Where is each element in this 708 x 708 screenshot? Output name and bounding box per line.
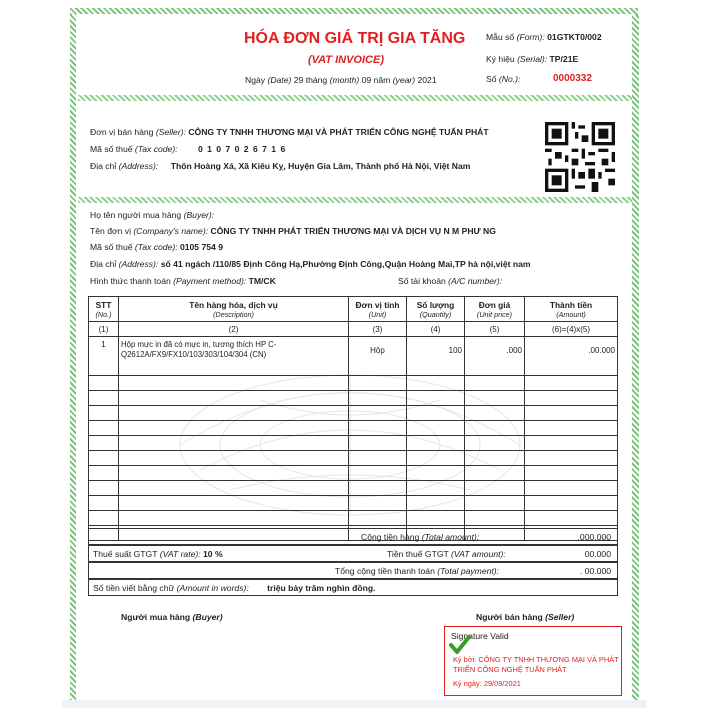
column-number: (4) <box>407 322 465 337</box>
item-description: Hộp mực in đã có mực in, tương thích HP C-Q2612A/FX9/FX10/103/303/104/304 (CN) <box>119 337 349 376</box>
empty-row <box>89 466 618 481</box>
item-no: 1 <box>89 337 119 376</box>
table-row <box>89 337 618 376</box>
subtotal-value: .000.000 <box>577 532 611 542</box>
payment-method: Hình thức thanh toán (Payment method): TM/CK <box>90 276 276 286</box>
subtotal-row <box>88 528 618 545</box>
invoice-title: HÓA ĐƠN GIÁ TRỊ GIA TĂNG <box>244 30 466 47</box>
amount-in-words: Số tiền viết bằng chữ (Amount in words): triệu bảy trăm nghìn đồng. <box>93 583 376 593</box>
empty-row <box>89 436 618 451</box>
total-label: Tổng cộng tiền thanh toán (Total payment): <box>335 566 500 576</box>
col-header-quantity: Số lượng (Quantity) <box>407 297 465 322</box>
check-mark-icon <box>449 635 471 655</box>
invoice-date: Ngày (Date) 29 tháng (month) 09 năm (year) 2021 <box>245 75 437 85</box>
seller-signature-label: Người bán hàng (Seller) <box>476 612 575 622</box>
subtotal-label: Cộng tiền hàng (Total amount): <box>361 532 480 542</box>
buyer-name: Họ tên người mua hàng (Buyer): <box>90 210 215 220</box>
item-unit: Hộp <box>349 337 407 376</box>
invoice-number: Số (No.): <box>486 74 521 84</box>
divider <box>78 95 632 101</box>
col-header-amount: Thành tiền (Amount) <box>525 297 618 322</box>
buyer-address: Địa chỉ (Address): số 41 ngách /110/85 Định Công Hạ,Phường Định Công,Quận Hoàng Mai,TP hà nội,việt nam <box>90 259 531 269</box>
empty-row <box>89 481 618 496</box>
item-amount: .00.000 <box>525 337 618 376</box>
table-header-row <box>89 297 618 322</box>
digital-signature-box <box>444 626 622 696</box>
column-number: (2) <box>119 322 349 337</box>
qr-code-icon <box>545 122 615 192</box>
buyer-company: Tên đơn vị (Company's name): CÔNG TY TNHH PHÁT TRIỂN THƯƠNG MẠI VÀ DỊCH VỤ N M PHƯ NG <box>90 226 496 236</box>
invoice-subtitle: (VAT INVOICE) <box>308 54 384 66</box>
total-row <box>88 562 618 579</box>
col-header-unit-price: Đơn giá (Unit price) <box>465 297 525 322</box>
divider <box>78 197 632 203</box>
total-value: . 00.000 <box>579 566 611 576</box>
account-number: Số tài khoản (A/C number): <box>398 276 503 286</box>
form-number: Mẫu số (Form): 01GTKT0/002 <box>486 32 602 42</box>
item-unit-price: .000 <box>465 337 525 376</box>
col-header-no: STT (No.) <box>89 297 119 322</box>
col-header-unit: Đơn vị tính (Unit) <box>349 297 407 322</box>
empty-row <box>89 376 618 391</box>
empty-row <box>89 511 618 526</box>
col-header-description: Tên hàng hóa, dịch vụ (Description) <box>119 297 349 322</box>
vat-amount-label: Tiền thuế GTGT (VAT amount): <box>387 549 506 559</box>
empty-row <box>89 406 618 421</box>
signature-valid-text: Signature Valid <box>451 631 509 641</box>
serial-number: Ký hiệu (Serial): TP/21E <box>486 54 579 64</box>
invoice-number-value: 0000332 <box>553 73 592 84</box>
seller-name: Đơn vị bán hàng (Seller): CÔNG TY TNHH THƯƠNG MẠI VÀ PHÁT TRIỂN CÔNG NGHỆ TUẤN PHÁT <box>90 127 489 137</box>
column-number: (3) <box>349 322 407 337</box>
column-number-row <box>89 322 618 337</box>
items-table <box>88 296 618 541</box>
empty-row <box>89 421 618 436</box>
vat-amount-value: 00.000 <box>584 549 611 559</box>
column-number: (6)=(4)x(5) <box>525 322 618 337</box>
empty-row <box>89 451 618 466</box>
vat-rate: Thuế suất GTGT (VAT rate): 10 % <box>93 549 223 559</box>
seller-tax-code: Mã số thuế (Tax code): 0 1 0 7 0 2 6 7 1 6 <box>90 144 287 154</box>
column-number: (1) <box>89 322 119 337</box>
empty-row <box>89 391 618 406</box>
signed-by: Ký bởi: CÔNG TY TNHH THƯƠNG MẠI VÀ PHÁT TRIỂN CÔNG NGHỆ TUẤN PHÁT <box>453 655 619 674</box>
bottom-strip <box>62 700 646 708</box>
column-number: (5) <box>465 322 525 337</box>
buyer-tax-code: Mã số thuế (Tax code): 0105 754 9 <box>90 242 223 252</box>
item-quantity: 100 <box>407 337 465 376</box>
signed-date: Ký ngày: 29/09/2021 <box>453 679 521 688</box>
seller-address: Địa chỉ (Address): Thôn Hoàng Xá, Xã Kiêu Kỵ, Huyện Gia Lâm, Thành phố Hà Nội, Việt Nam <box>90 161 471 171</box>
empty-row <box>89 496 618 511</box>
vat-row <box>88 545 618 562</box>
buyer-signature-label: Người mua hàng (Buyer) <box>121 612 223 622</box>
amount-in-words-row <box>88 579 618 596</box>
